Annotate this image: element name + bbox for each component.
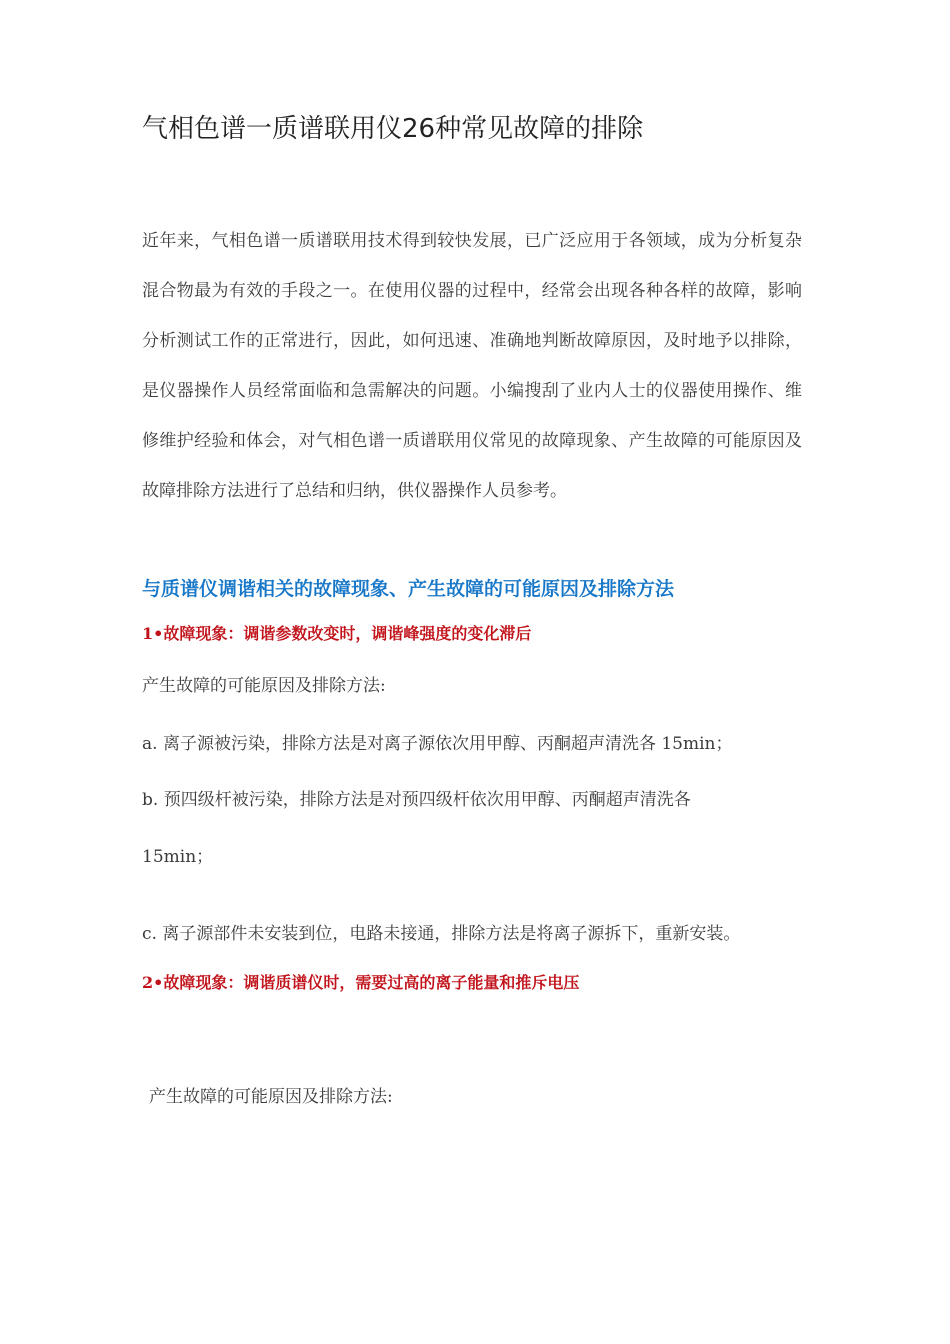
section-heading: 与质谱仪调谐相关的故障现象、产生故障的可能原因及排除方法: [142, 578, 675, 600]
list-item-a: a. 离子源被污染，排除方法是对离子源依次用甲醇、丙酮超声清洗各 15min；: [142, 734, 733, 754]
list-item-b-continued: 15min；: [142, 847, 214, 867]
list-item-b: b. 预四级杆被污染，排除方法是对预四级杆依次用甲醇、丙酮超声清洗各: [142, 790, 691, 810]
intro-paragraph: 近年来，气相色谱一质谱联用技术得到较快发展，已广泛应用于各领域，成为分析复杂混合物最为有效的手段之一。在使用仪器的过程中，经常会出现各种各样的故障，影响分析测试工作的正常进行，因此，如何迅速、准确地判断故障原因，及时地予以排除，是仪器操作人员经常面临和急需解决的问题。小编搜刮了业内人士的仪器使用操作、维修维护经验和体会，对气相色谱一质谱联用仪常见的故障现象、产生故障的可能原因及故障排除方法进行了总结和归纳，供仪器操作人员参考。: [142, 231, 802, 501]
cause-label-1: 产生故障的可能原因及排除方法:: [142, 676, 386, 696]
fault-heading-1: 1•故障现象：调谐参数改变时，调谐峰强度的变化滞后: [142, 624, 532, 643]
page-title: 气相色谱一质谱联用仪26种常见故障的排除: [142, 114, 644, 144]
cause-label-2: 产生故障的可能原因及排除方法:: [149, 1087, 393, 1107]
fault-heading-2: 2•故障现象：调谐质谱仪时，需要过高的离子能量和推斥电压: [142, 973, 580, 992]
list-item-c: c. 离子源部件未安装到位，电路未接通，排除方法是将离子源拆下，重新安装。: [142, 924, 741, 944]
